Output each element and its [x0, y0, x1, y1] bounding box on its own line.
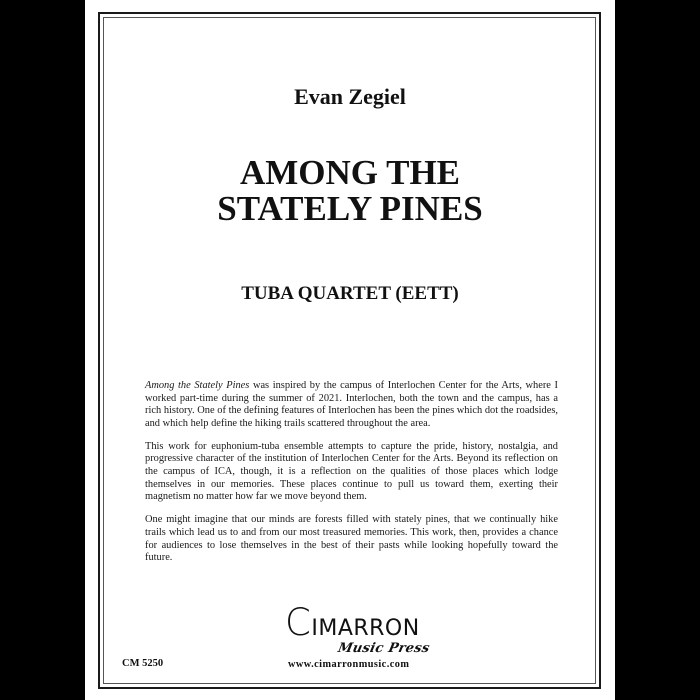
program-notes: [145, 380, 558, 575]
work-title-italic: Among the Stately Pines: [145, 380, 250, 391]
publisher-logo-subtitle: Music Press: [336, 641, 432, 656]
title-line-1: AMONG THE: [239, 153, 461, 192]
composer-name: Evan Zegiel: [294, 84, 406, 109]
catalog-number: CM 5250: [122, 658, 164, 669]
piece-title: [85, 155, 615, 227]
paragraph-1-text: was inspired by the campus of Interlochen Center for the Arts, where I worked part-time during the summer of 2021. Interlochen, both the town and the campus, has a rich history. One of the defining features of Interlochen has been the pines which dot the roadsides, and which help define the hiking trails scattered throughout the area.: [145, 380, 558, 429]
instrumentation: TUBA QUARTET (EETT): [241, 283, 459, 304]
page-border-inner: [103, 17, 596, 684]
score-cover-page: [85, 0, 615, 700]
publisher-logo: [281, 601, 432, 672]
program-note-paragraph-1: [145, 380, 558, 430]
publisher-website: www.cimarronmusic.com: [288, 659, 410, 670]
title-line-2: STATELY PINES: [217, 189, 483, 228]
program-note-paragraph-3: One might imagine that our minds are forests filled with stately pines, that we continually hike trails which lead us to and from our most treasured memories. This work, then, provides a chance for audiences to lose themselves in the best of their pasts while looking hopefully toward the future.: [145, 514, 558, 564]
logo-name-rest: IMARRON: [311, 616, 420, 641]
logo-initial: C: [285, 601, 312, 644]
program-note-paragraph-2: This work for euphonium-tuba ensemble attempts to capture the pride, history, nostalgia, and progressive character of the institution of Interlochen Center for the Arts. Beyond its reflection on the campus of ICA, though, it is a reflection on the qualities of those places which lodge themselves in our memories. These places continue to pull us toward them, exerting their magnetism no matter how far we move beyond them.: [145, 440, 558, 503]
